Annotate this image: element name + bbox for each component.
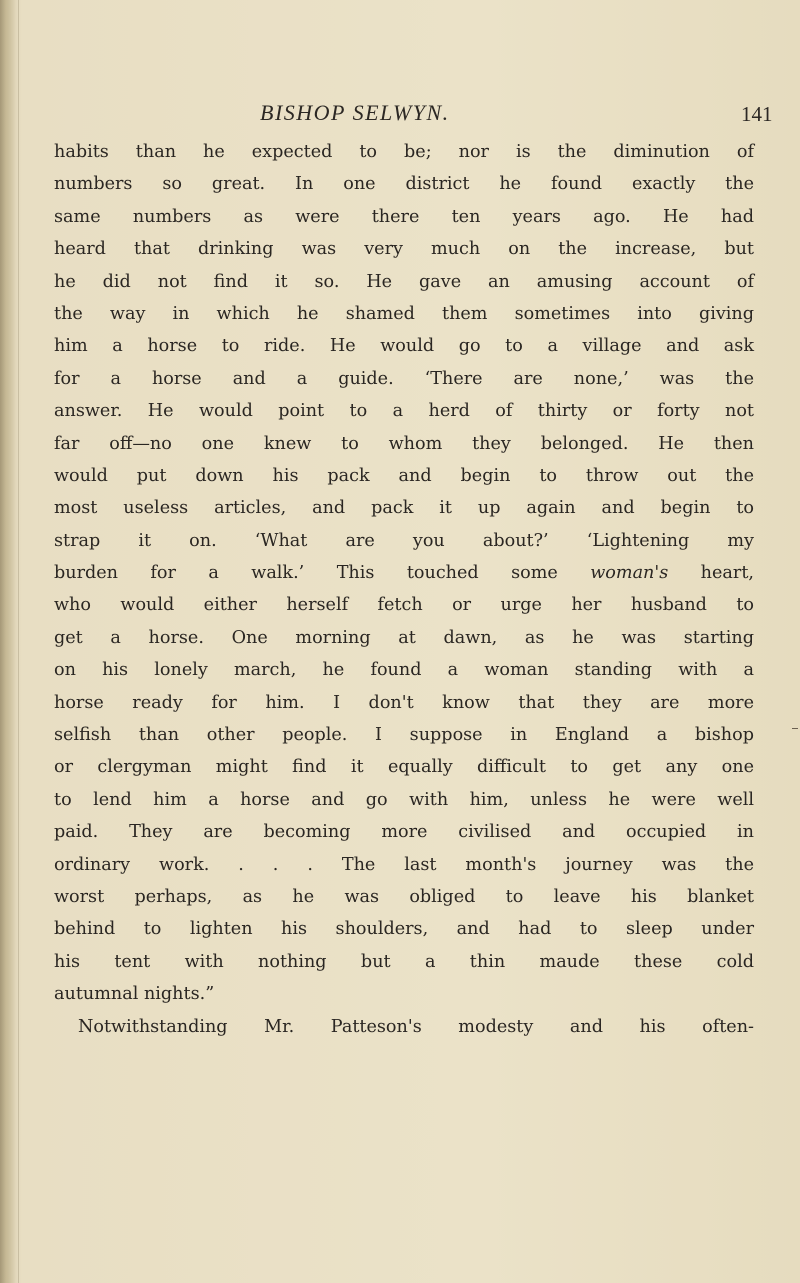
- text-line: same numbers as were there ten years ago. He had: [54, 206, 754, 227]
- text-line: heard that drinking was very much on the increase, but: [54, 239, 754, 260]
- text-line: him a horse to ride. He would go to a village and ask: [54, 336, 754, 357]
- text-line: paid. They are becoming more civilised and occupied in: [54, 822, 754, 843]
- text-line: habits than he expected to be; nor is the diminution of: [54, 142, 754, 162]
- text-line: or clergyman might find it equally difficult to get any one: [54, 757, 754, 778]
- text-line: would put down his pack and begin to throw out the: [54, 465, 754, 486]
- emphasized-word: woman's: [590, 563, 669, 584]
- body-text: [54, 136, 754, 1043]
- text-line: worst perhaps, as he was obliged to leave his blanket: [54, 886, 754, 907]
- text-line: who would either herself fetch or urge her husband to: [54, 595, 754, 616]
- text-line: selfish than other people. I suppose in England a bishop: [54, 725, 754, 746]
- text-line: for a horse and a guide. ‘There are none,’ was the: [54, 368, 754, 389]
- page-gutter-shadow: [0, 0, 16, 1283]
- text-segment: burden for a walk.’ This touched some: [54, 563, 591, 584]
- text-line: far off—no one knew to whom they belonged. He then: [54, 433, 754, 454]
- text-line: the way in which he shamed them sometimes into giving: [54, 303, 754, 324]
- text-line: numbers so great. In one district he found exactly the: [54, 174, 754, 195]
- text-line: on his lonely march, he found a woman standing with a: [54, 660, 754, 681]
- page-number: 141: [741, 102, 773, 126]
- text-line: he did not find it so. He gave an amusing account of: [54, 271, 754, 292]
- margin-mark: [792, 728, 798, 729]
- text-line: ordinary work. . . . The last month's journey was the: [54, 854, 754, 875]
- text-line-paragraph-start: Notwithstanding Mr. Patteson's modesty and his often-: [78, 1016, 754, 1037]
- text-line-paragraph-end: autumnal nights.”: [54, 984, 215, 1005]
- text-line: horse ready for him. I don't know that they are more: [54, 692, 754, 713]
- text-line: to lend him a horse and go with him, unless he were well: [54, 789, 754, 810]
- text-line: behind to lighten his shoulders, and had to sleep under: [54, 919, 754, 940]
- text-line: his tent with nothing but a thin maude these cold: [54, 951, 754, 972]
- text-line: strap it on. ‘What are you about?’ ‘Lightening my: [54, 530, 754, 551]
- text-line: answer. He would point to a herd of thirty or forty not: [54, 401, 754, 422]
- text-line: most useless articles, and pack it up again and begin to: [54, 498, 754, 519]
- page-header: [0, 100, 800, 140]
- text-segment: heart,: [668, 563, 754, 584]
- spine-edge: [18, 0, 19, 1283]
- text-line: get a horse. One morning at dawn, as he was starting: [54, 627, 754, 648]
- text-line-with-emphasis: [54, 557, 754, 589]
- running-head: BISHOP SELWYN.: [260, 100, 450, 125]
